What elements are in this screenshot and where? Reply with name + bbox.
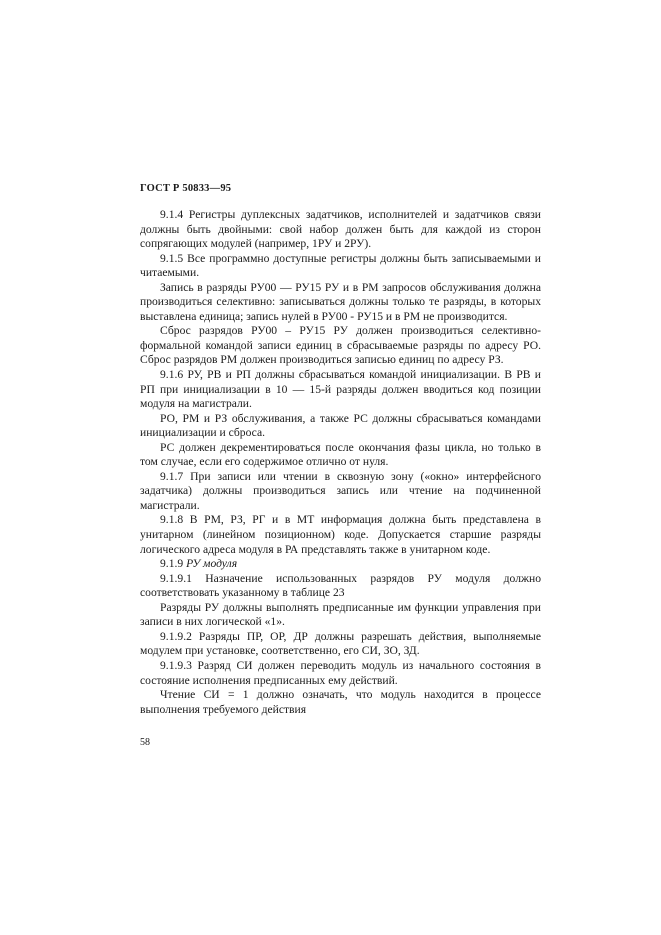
- paragraph-9-1-7: 9.1.7 При записи или чтении в сквозную зону («окно» интерфейсного задатчика) должны производиться запись или чтение на подчиненной магистрали.: [140, 469, 541, 512]
- section-title: РУ модуля: [186, 557, 238, 571]
- page-number: 58: [140, 737, 150, 748]
- paragraph-9-1-6: 9.1.6 РУ, РВ и РП должны сбрасываться командой инициализации. В РВ и РП при инициализации в 10 — 15-й разряды должен вводиться код позиции модуля на магистрали.: [140, 368, 541, 411]
- paragraph-ro-rm-rz: РО, РМ и РЗ обслуживания, а также РС должны сбрасываться командами инициализации и сброса.: [140, 411, 541, 440]
- paragraph-rs-decrement: РС должен декрементироваться после окончания фазы цикла, но только в том случае, если его содержимое отлично от нуля.: [140, 440, 541, 469]
- paragraph-write-selective: Запись в разряды РУ00 — РУ15 РУ и в РМ запросов обслуживания должна производиться селективно: записываться должны только те разряды, в которых выставлена единица; запись нулей в РУ00 - РУ15 и в РМ не производится.: [140, 280, 541, 323]
- paragraph-9-1-9: [140, 557, 541, 572]
- document-header: ГОСТ Р 50833—95: [140, 183, 232, 194]
- document-body: [140, 208, 541, 717]
- paragraph-9-1-9-2: 9.1.9.2 Разряды ПР, ОР, ДР должны разрешать действия, выполняемые модулем при установке, соответственно, его СИ, ЗО, ЗД.: [140, 629, 541, 658]
- paragraph-9-1-8: 9.1.8 В РМ, РЗ, РГ и в МТ информация должна быть представлена в унитарном (линейном позиционном) коде. Допускается старшие разряды логического адреса модуля в РА представлять также в унитарном коде.: [140, 513, 541, 556]
- paragraph-ru-bits: Разряды РУ должны выполнять предписанные им функции управления при записи в них логической «1».: [140, 600, 541, 629]
- paragraph-9-1-9-3: 9.1.9.3 Разряд СИ должен переводить модуль из начального состояния в состояние исполнения предписанных ему действий.: [140, 658, 541, 687]
- paragraph-reset-bits: Сброс разрядов РУ00 – РУ15 РУ должен производиться селективно-формальной командой записи единиц в сбрасываемые разряды по адресу РО. Сброс разрядов РМ должен производиться записью единиц по адресу РЗ.: [140, 324, 541, 367]
- paragraph-9-1-5: 9.1.5 Все программно доступные регистры должны быть записываемыми и читаемыми.: [140, 251, 541, 280]
- section-number: 9.1.9: [160, 557, 187, 571]
- paragraph-9-1-4: 9.1.4 Регистры дуплексных задатчиков, исполнителей и задатчиков связи должны быть двойными: свой набор должен быть для каждой из сторон сопрягающих модулей (например, 1РУ и 2РУ).: [140, 208, 541, 251]
- paragraph-si-read: Чтение СИ = 1 должно означать, что модуль находится в процессе выполнения требуемого действия: [140, 688, 541, 716]
- paragraph-9-1-9-1: 9.1.9.1 Назначение использованных разрядов РУ модуля должно соответствовать указанному в таблице 23: [140, 571, 541, 600]
